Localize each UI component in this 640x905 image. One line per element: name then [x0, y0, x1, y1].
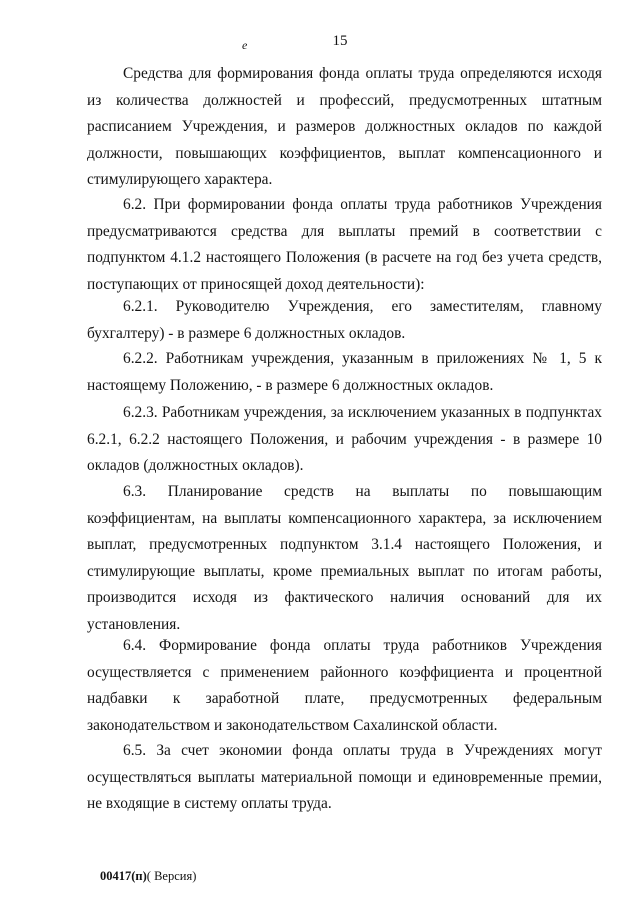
- document-footer: [100, 869, 196, 884]
- paragraph-6-2-1: 6.2.1. Руководителю Учреждения, его заместителям, главному бухгалтеру) - в размере 6 должностных окладов.: [87, 298, 602, 342]
- document-code: 00417(п): [100, 869, 147, 883]
- paragraph-6-2-3: 6.2.3. Работникам учреждения, за исключением указанных в подпунктах 6.2.1, 6.2.2 настоящего Положения, и рабочим учреждения - в размере 10 окладов (должностных окладов).: [87, 404, 602, 474]
- paragraph-6-2: 6.2. При формировании фонда оплаты труда работников Учреждения предусматриваются средства для выплаты премий в соответствии с подпунктом 4.1.2 настоящего Положения (в расчете на год без учета средств, поступающих от приносящей доход деятельности):: [87, 196, 602, 293]
- paragraph-6-3: 6.3. Планирование средств на выплаты по повышающим коэффициентам, на выплаты компенсационного характера, за исключением выплат, предусмотренных подпунктом 3.1.4 настоящего Положения, и стимулирующие выплаты, кроме премиальных выплат по итогам работы, производится исходя из фактического наличия оснований для их установления.: [87, 483, 602, 633]
- paragraph-6-5: 6.5. За счет экономии фонда оплаты труда в Учреждениях могут осуществляться выплаты материальной помощи и единовременные премии, не входящие в систему оплаты труда.: [87, 742, 602, 812]
- stray-mark: е: [242, 38, 248, 52]
- page-number: 15: [332, 33, 348, 49]
- paragraph-6-4: 6.4. Формирование фонда оплаты труда работников Учреждения осуществляется с применением районного коэффициента и процентной надбавки к заработной плате, предусмотренных федеральным законодательством и законодательством Сахалинской области.: [87, 637, 602, 734]
- paragraph-6-2-2: 6.2.2. Работникам учреждения, указанным в приложениях № 1, 5 к настоящему Положению, - в размере 6 должностных окладов.: [87, 350, 602, 394]
- version-label: ( Версия): [146, 869, 197, 883]
- paragraph-intro: Средства для формирования фонда оплаты труда определяются исходя из количества должностей и профессий, предусмотренных штатным расписанием Учреждения, и размеров должностных окладов по каждой должности, повышающих коэффициентов, выплат компенсационного и стимулирующего характера.: [87, 65, 602, 188]
